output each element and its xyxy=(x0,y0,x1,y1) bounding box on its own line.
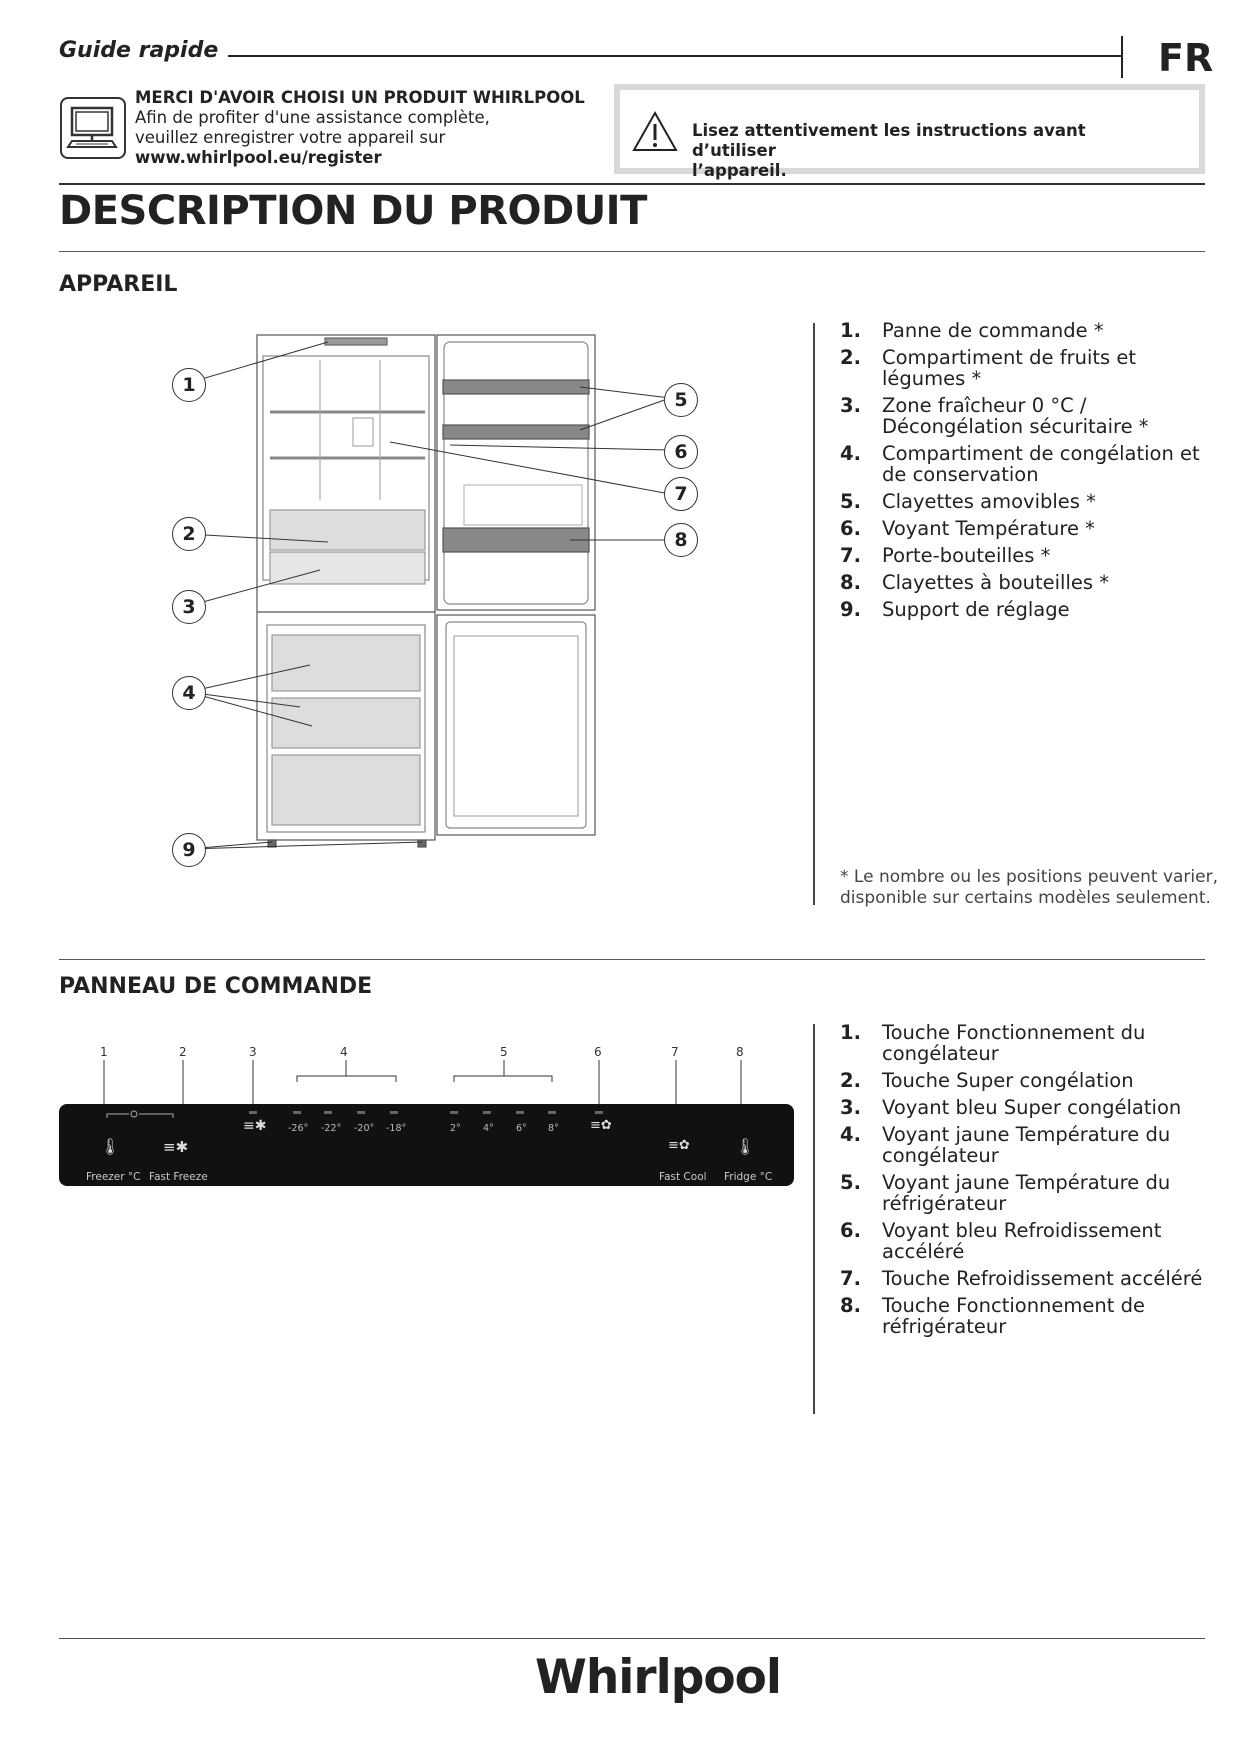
warning-box xyxy=(614,84,1205,180)
appareil-list-divider xyxy=(813,323,815,905)
appareil-list-item xyxy=(840,599,1220,620)
section-title: DESCRIPTION DU PRODUIT xyxy=(59,188,647,234)
item-number: 6. xyxy=(840,1219,861,1242)
fridge-diagram xyxy=(150,320,710,880)
item-number: 7. xyxy=(840,544,861,567)
warning-triangle-icon xyxy=(632,110,678,152)
callout-5: 5 xyxy=(664,383,698,417)
item-number: 7. xyxy=(840,1267,861,1290)
warning-line-1: Lisez attentivement les instructions avant d’utiliser xyxy=(692,121,1086,160)
item-number: 2. xyxy=(840,1069,861,1092)
callout-4: 4 xyxy=(172,676,206,710)
item-label: Clayettes amovibles * xyxy=(882,490,1096,513)
freezer-button-label[interactable]: Freezer °C xyxy=(86,1171,141,1183)
panneau-list-divider xyxy=(813,1024,815,1414)
freezer-temp-indicator: -26° xyxy=(288,1123,309,1134)
fast-cool-led-icon: ≡✿ xyxy=(590,1118,612,1133)
panel-callout-number: 6 xyxy=(594,1045,602,1059)
item-number: 4. xyxy=(840,1123,861,1146)
registration-text xyxy=(135,88,585,168)
panneau-title: PANNEAU DE COMMANDE xyxy=(59,974,373,999)
panel-callout-number: 7 xyxy=(671,1045,679,1059)
divider xyxy=(59,251,1205,252)
fridge-thermometer-icon[interactable]: 🌡 xyxy=(735,1137,756,1156)
appareil-list-item xyxy=(840,572,1220,593)
panel-callout-number: 2 xyxy=(179,1045,187,1059)
appareil-list-item xyxy=(840,491,1220,512)
callout-2: 2 xyxy=(172,517,206,551)
guide-title: Guide rapide xyxy=(59,38,219,63)
registration-line-2: veuillez enregistrer votre appareil sur xyxy=(135,128,446,147)
registration-line-1: Afin de profiter d'une assistance complète, xyxy=(135,108,490,127)
note-line-2: disponible sur certains modèles seulement. xyxy=(840,888,1211,908)
fridge-door xyxy=(437,335,595,610)
panneau-list-item xyxy=(840,1268,1220,1289)
appareil-note xyxy=(840,867,1220,909)
callout-1: 1 xyxy=(172,368,206,402)
fast-cool-button-icon[interactable]: ≡✿ xyxy=(668,1138,690,1153)
item-number: 5. xyxy=(840,1171,861,1194)
super-freeze-led-icon: ≡✱ xyxy=(243,1118,267,1134)
panneau-list-item xyxy=(840,1220,1220,1262)
fridge-temp-indicator: 6° xyxy=(516,1123,527,1134)
item-number: 3. xyxy=(840,1096,861,1119)
item-label: Porte-bouteilles * xyxy=(882,544,1051,567)
item-label: Support de réglage xyxy=(882,598,1070,621)
callout-6: 6 xyxy=(664,435,698,469)
language-tag: FR xyxy=(1158,36,1214,80)
item-label: Touche Super congélation xyxy=(882,1069,1134,1092)
item-label: Voyant bleu Refroidissement accéléré xyxy=(882,1219,1162,1263)
panneau-list-item xyxy=(840,1022,1220,1064)
item-label: Voyant jaune Température du congélateur xyxy=(882,1123,1171,1167)
item-number: 5. xyxy=(840,490,861,513)
item-number: 1. xyxy=(840,1021,861,1044)
item-label: Compartiment de fruits et légumes * xyxy=(882,346,1137,390)
warning-text xyxy=(692,121,1162,181)
item-label: Compartiment de congélation et de conservation xyxy=(882,442,1200,486)
section-rule xyxy=(59,183,1205,185)
panneau-list-item xyxy=(840,1172,1220,1214)
warning-line-2: l’appareil. xyxy=(692,161,787,180)
panel-callout-number: 8 xyxy=(736,1045,744,1059)
appareil-list-item xyxy=(840,347,1220,389)
item-number: 4. xyxy=(840,442,861,465)
panneau-list-item xyxy=(840,1124,1220,1166)
item-label: Touche Fonctionnement de réfrigérateur xyxy=(882,1294,1145,1338)
appareil-list-item xyxy=(840,443,1220,485)
panneau-item-list xyxy=(840,1022,1220,1343)
panneau-list-item xyxy=(840,1097,1220,1118)
panneau-list-item xyxy=(840,1295,1220,1337)
callout-3: 3 xyxy=(172,590,206,624)
fridge-temp-indicator: 8° xyxy=(548,1123,559,1134)
item-label: Voyant Température * xyxy=(882,517,1095,540)
fridge-temp-indicator: 2° xyxy=(450,1123,461,1134)
note-line-1: * Le nombre ou les positions peuvent varier, xyxy=(840,867,1218,887)
header-rule xyxy=(228,55,1121,57)
whirlpool-logo: Whirlpool xyxy=(535,1650,782,1705)
callout-9: 9 xyxy=(172,833,206,867)
divider xyxy=(59,959,1205,960)
panel-callout-number: 4 xyxy=(340,1045,348,1059)
appareil-list-item xyxy=(840,395,1220,437)
fast-freeze-button-label[interactable]: Fast Freeze xyxy=(149,1171,208,1183)
item-label: Panne de commande * xyxy=(882,319,1104,342)
appareil-list-item xyxy=(840,518,1220,539)
item-number: 1. xyxy=(840,319,861,342)
callout-7: 7 xyxy=(664,477,698,511)
item-label: Voyant jaune Température du réfrigérateur xyxy=(882,1171,1171,1215)
registration-title: MERCI D'AVOIR CHOISI UN PRODUIT WHIRLPOOL xyxy=(135,88,585,107)
fridge-button-label[interactable]: Fridge °C xyxy=(724,1171,773,1183)
item-label: Voyant bleu Super congélation xyxy=(882,1096,1182,1119)
panel-leader-lines xyxy=(59,1060,794,1110)
fast-cool-button-label[interactable]: Fast Cool xyxy=(659,1171,707,1183)
freezer-temp-indicator: -22° xyxy=(321,1123,342,1134)
item-number: 8. xyxy=(840,1294,861,1317)
appareil-title: APPAREIL xyxy=(59,272,178,297)
footer-rule xyxy=(59,1638,1205,1639)
header-divider xyxy=(1121,36,1123,78)
appareil-list-item xyxy=(840,320,1220,341)
item-label: Touche Fonctionnement du congélateur xyxy=(882,1021,1146,1065)
item-number: 8. xyxy=(840,571,861,594)
registration-url-link[interactable]: www.whirlpool.eu/register xyxy=(135,148,382,167)
panel-callout-number: 1 xyxy=(100,1045,108,1059)
item-number: 3. xyxy=(840,394,861,417)
item-label: Touche Refroidissement accéléré xyxy=(882,1267,1203,1290)
fast-freeze-button-icon[interactable]: ≡✱ xyxy=(163,1138,189,1156)
freezer-thermometer-icon[interactable]: 🌡 xyxy=(100,1137,121,1156)
fridge-temp-indicator: 4° xyxy=(483,1123,494,1134)
freezer-temp-indicator: -20° xyxy=(354,1123,375,1134)
panel-callout-number: 5 xyxy=(500,1045,508,1059)
item-label: Clayettes à bouteilles * xyxy=(882,571,1109,594)
appareil-list-item xyxy=(840,545,1220,566)
callout-8: 8 xyxy=(664,523,698,557)
computer-monitor-icon xyxy=(60,97,126,159)
panneau-list-item xyxy=(840,1070,1220,1091)
freezer-temp-indicator: -18° xyxy=(386,1123,407,1134)
item-number: 9. xyxy=(840,598,861,621)
item-number: 2. xyxy=(840,346,861,369)
panel-callout-number: 3 xyxy=(249,1045,257,1059)
item-label: Zone fraîcheur 0 °C / Décongélation sécuritaire * xyxy=(882,394,1149,438)
item-number: 6. xyxy=(840,517,861,540)
appareil-item-list xyxy=(840,320,1220,626)
